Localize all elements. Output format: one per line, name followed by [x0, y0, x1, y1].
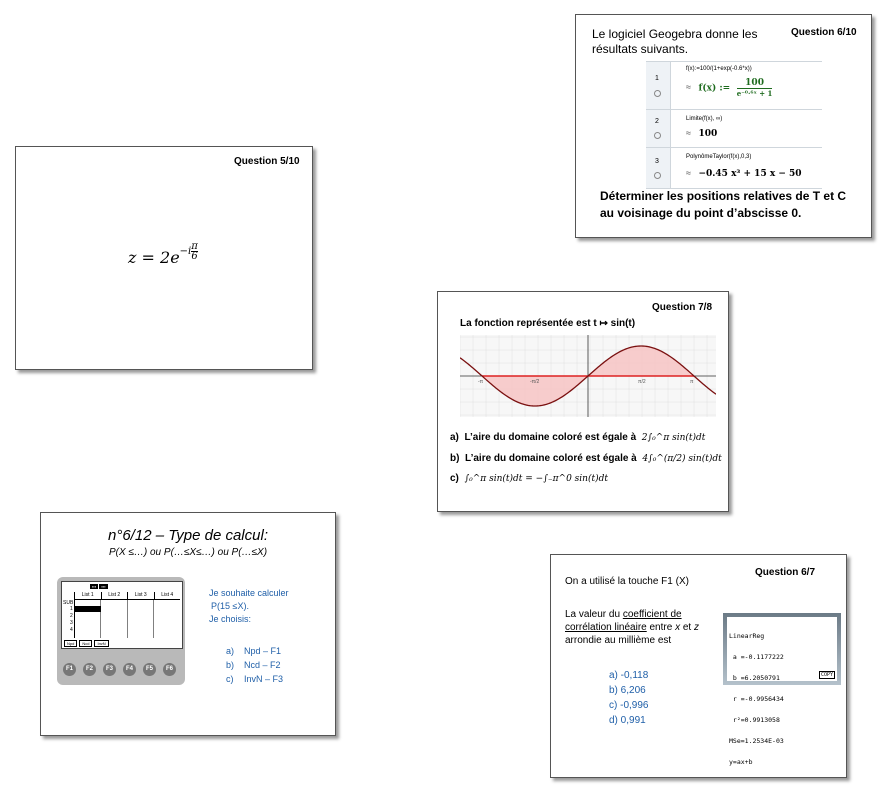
calc-sub-label: SUB [63, 600, 74, 606]
option-list [609, 668, 648, 728]
sine-graph [460, 335, 716, 417]
row-input: Limite(f(x), ∞) [686, 116, 723, 122]
option-c[interactable]: c) -0,996 [609, 700, 649, 711]
calc-key-f5: F5 [143, 663, 156, 676]
var-x: x [675, 622, 681, 633]
option-text: Ncd – F2 [244, 660, 281, 670]
option-a[interactable]: a) -0,118 [609, 670, 649, 681]
approx-symbol: ≈ [686, 82, 691, 93]
formula-exponent-prefix: −i [179, 246, 192, 257]
row-number: 1 [70, 606, 73, 612]
option-prefix: b) [450, 453, 460, 464]
calculator-regression-screen [723, 613, 841, 766]
option-a[interactable] [226, 644, 283, 658]
prompt-text [209, 587, 289, 626]
list-header: List 2 [101, 592, 128, 599]
question-paragraph [565, 608, 717, 647]
option-prefix: c) [226, 674, 234, 684]
row-index-cell [646, 148, 671, 188]
slide-number: Question 7/8 [652, 302, 713, 313]
visibility-toggle[interactable] [654, 132, 661, 139]
slide-question-6-geogebra [575, 14, 872, 238]
option-prefix: a) [226, 646, 235, 656]
copy-tab: COPY [820, 672, 833, 678]
calc-key-f3: F3 [103, 663, 116, 676]
row-result [686, 168, 802, 179]
screen-line: LinearReg [729, 632, 765, 640]
tick-label-neg-pi: -π [478, 379, 484, 385]
option-b[interactable]: b) 6,206 [609, 685, 646, 696]
calculator-image [57, 577, 185, 685]
calculator-screen [61, 581, 183, 649]
option-a[interactable] [450, 432, 705, 443]
complex-formula [128, 241, 198, 270]
screen-line: MSe=1.2534E-03 [729, 737, 784, 745]
row-index-cell [646, 62, 671, 110]
option-math: ∫₀^π sin(t)dt = −∫₋π^0 sin(t)dt [464, 474, 608, 484]
row-index: 2 [655, 118, 659, 125]
result-denominator: e⁻⁰·⁶ˣ + 1 [736, 89, 773, 98]
tick-label-half-pi: π/2 [638, 379, 646, 385]
var-z: z [693, 622, 699, 633]
question-text: Déterminer les positions relatives de T et C au voisinage du point d’abscisse 0. [600, 189, 847, 220]
slide-question-7 [437, 291, 729, 512]
prompt-line: Je souhaite calculer [209, 588, 289, 598]
tick-label-neg-half-pi: -π/2 [530, 379, 540, 385]
visibility-toggle[interactable] [654, 172, 661, 179]
screen-line: r =-0.9956434 [729, 695, 784, 703]
row-result [686, 128, 717, 139]
function-heading: La fonction représentée est t ↦ sin(t) [460, 318, 636, 329]
slide-question-6-12 [40, 512, 336, 736]
para-text: et [680, 622, 694, 633]
geogebra-row-2 [646, 109, 822, 148]
formula-base: z = 2e [128, 248, 180, 267]
calc-tab: InvN [94, 640, 108, 647]
option-math: 4∫₀^(π/2) sin(t)dt [642, 454, 722, 464]
intro-text: Le logiciel Geogebra donne les résultats suivants. [592, 27, 758, 56]
para-text: entre [646, 622, 676, 633]
row-index: 1 [655, 75, 659, 82]
para-underlined: coefficient de corrélation linéaire [565, 609, 682, 633]
calc-key-f4: F4 [123, 663, 136, 676]
option-b[interactable] [226, 658, 283, 672]
slide-number: Question 6/7 [755, 567, 816, 578]
calc-function-tabs: ▪▪▪ ▪▪▪ [92, 584, 106, 589]
option-b[interactable] [450, 453, 722, 464]
option-text: L’aire du domaine coloré est égale à [465, 453, 637, 464]
visibility-toggle[interactable] [654, 90, 661, 97]
calc-key-f2: F2 [83, 663, 96, 676]
row-index-cell [646, 110, 671, 148]
row-number: 3 [70, 620, 73, 626]
tick-label-pi: π [690, 379, 694, 385]
slide-question-6-7 [550, 554, 847, 778]
intro-line: On a utilisé la touche F1 (X) [565, 576, 689, 587]
row-number: 2 [70, 613, 73, 619]
slide-number: Question 6/10 [791, 27, 857, 38]
screen-display [727, 617, 837, 766]
prompt-line: Je choisis: [209, 614, 252, 624]
screen-line: b =6.2050791 [729, 674, 780, 682]
row-input: PolynômeTaylor(f(x),0,3) [686, 154, 752, 160]
para-text: La valeur du [565, 609, 623, 620]
slide-title: n°6/12 – Type de calcul: [108, 527, 268, 544]
option-c[interactable] [226, 672, 283, 686]
slide-number: Question 5/10 [234, 156, 300, 167]
option-text: Npd – F1 [244, 646, 282, 656]
screen-line: r²=0.9913058 [729, 716, 780, 724]
result-value: −0.45 x³ + 15 x − 50 [698, 169, 802, 179]
row-number: 4 [70, 627, 73, 633]
option-c[interactable] [450, 473, 608, 484]
geogebra-row-1 [646, 61, 822, 110]
calc-selected-cell [75, 606, 101, 612]
calc-key-f6: F6 [163, 663, 176, 676]
geogebra-row-3 [646, 147, 822, 189]
approx-symbol: ≈ [686, 128, 691, 138]
row-input: f(x):=100/(1+exp(-0.6*x)) [686, 66, 752, 72]
list-header: List 3 [127, 592, 154, 599]
calc-tab: Npd [64, 640, 77, 647]
calc-tab: Ncd [79, 640, 92, 647]
formula-exponent-numerator: π [191, 241, 198, 252]
calc-bottom-tabs [64, 640, 109, 647]
screen-line: a =-0.1177222 [729, 653, 784, 661]
calc-grid [74, 599, 180, 638]
option-math: 2∫₀^π sin(t)dt [641, 433, 706, 443]
slide-subtitle: P(X ≤…) ou P(…≤X≤…) ou P(…≤X) [108, 547, 268, 558]
calc-row-numbers [70, 606, 73, 634]
result-value: 100 [698, 129, 718, 139]
result-numerator: 100 [737, 78, 773, 89]
screen-line: y=ax+b [729, 758, 753, 766]
option-text: L’aire du domaine coloré est égale à [464, 432, 637, 443]
option-list [226, 644, 283, 686]
option-text: InvN – F3 [244, 674, 284, 684]
para-text: arrondie au millième est [565, 635, 672, 646]
option-prefix: b) [226, 660, 235, 670]
list-header: List 1 [74, 592, 101, 599]
list-header: List 4 [154, 592, 181, 599]
approx-symbol: ≈ [686, 168, 691, 178]
option-d[interactable]: d) 0,991 [609, 715, 646, 726]
result-lhs: f(x) := [698, 83, 731, 94]
calc-key-f1: F1 [63, 663, 76, 676]
row-index: 3 [655, 158, 659, 165]
row-result [686, 78, 772, 98]
formula-exponent-denominator: 6 [191, 251, 198, 262]
option-prefix: a) [450, 432, 459, 443]
option-prefix: c) [450, 473, 459, 484]
slide-question-5 [15, 146, 313, 370]
prompt-line: P(15 ≤X). [211, 601, 249, 611]
